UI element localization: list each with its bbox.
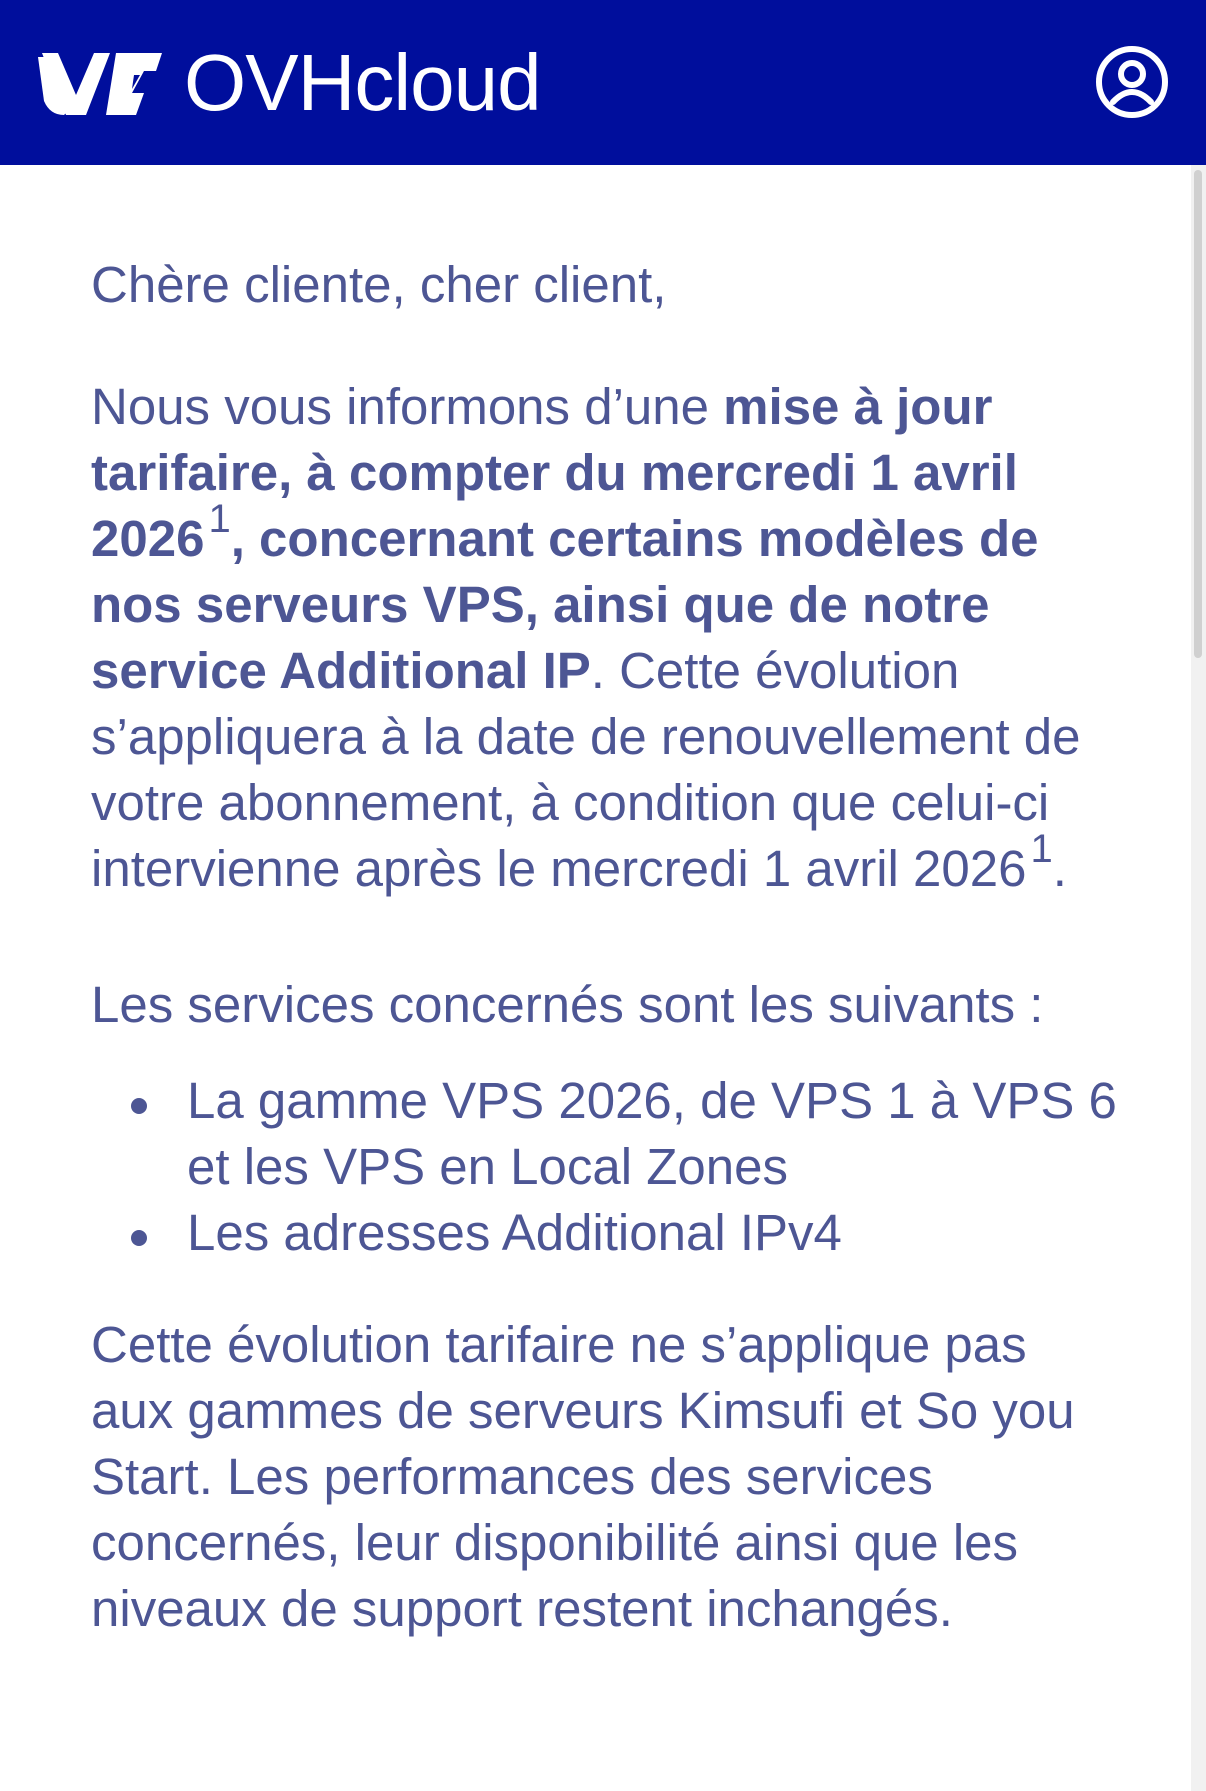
ovhcloud-logo[interactable] <box>36 37 541 127</box>
list-item <box>91 1068 1121 1200</box>
para1-bold-services: , concernant certains modèles de nos serveurs VPS, ainsi que de notre service Additional IP <box>91 510 1039 699</box>
services-list <box>91 1068 1121 1266</box>
para1-lead: Nous vous informons d’une <box>91 378 724 435</box>
bullet-icon <box>131 1098 147 1114</box>
para1-end: . <box>1052 840 1067 897</box>
ovhcloud-logo-icon <box>36 45 162 121</box>
greeting: Chère cliente, cher client, <box>91 256 667 313</box>
para1-bold-date: mise à jour tarifaire, à compter du mercredi 1 avril 2026 <box>91 378 1018 567</box>
footnote-marker: 1 <box>208 497 231 541</box>
app-header <box>0 0 1206 165</box>
user-account-icon <box>1094 44 1170 120</box>
brand-name: OVHcloud <box>184 37 541 127</box>
bullet-icon <box>131 1230 147 1246</box>
services-intro: Les services concernés sont les suivants : <box>91 976 1044 1033</box>
para1-rest: . Cette évolution s’appliquera à la date de renouvellement de votre abonnement, à condition que celui-ci intervienne après le mercredi 1 avril 2026 <box>91 642 1081 897</box>
email-body <box>91 252 1121 1642</box>
footnote-marker: 1 <box>1030 827 1053 871</box>
list-item-text: La gamme VPS 2026, de VPS 1 à VPS 6 et les VPS en Local Zones <box>187 1072 1117 1195</box>
list-item-text: Les adresses Additional IPv4 <box>187 1204 842 1261</box>
exclusions-paragraph: Cette évolution tarifaire ne s’applique pas aux gammes de serveurs Kimsufi et So you Start. Les performances des services concernés, leur disponibilité ainsi que les niveaux de support restent inchangés. <box>91 1316 1075 1637</box>
list-item <box>91 1200 1121 1266</box>
scrollbar-thumb[interactable] <box>1194 170 1202 658</box>
account-button[interactable] <box>1094 44 1170 120</box>
pricing-update-paragraph <box>91 374 1121 902</box>
